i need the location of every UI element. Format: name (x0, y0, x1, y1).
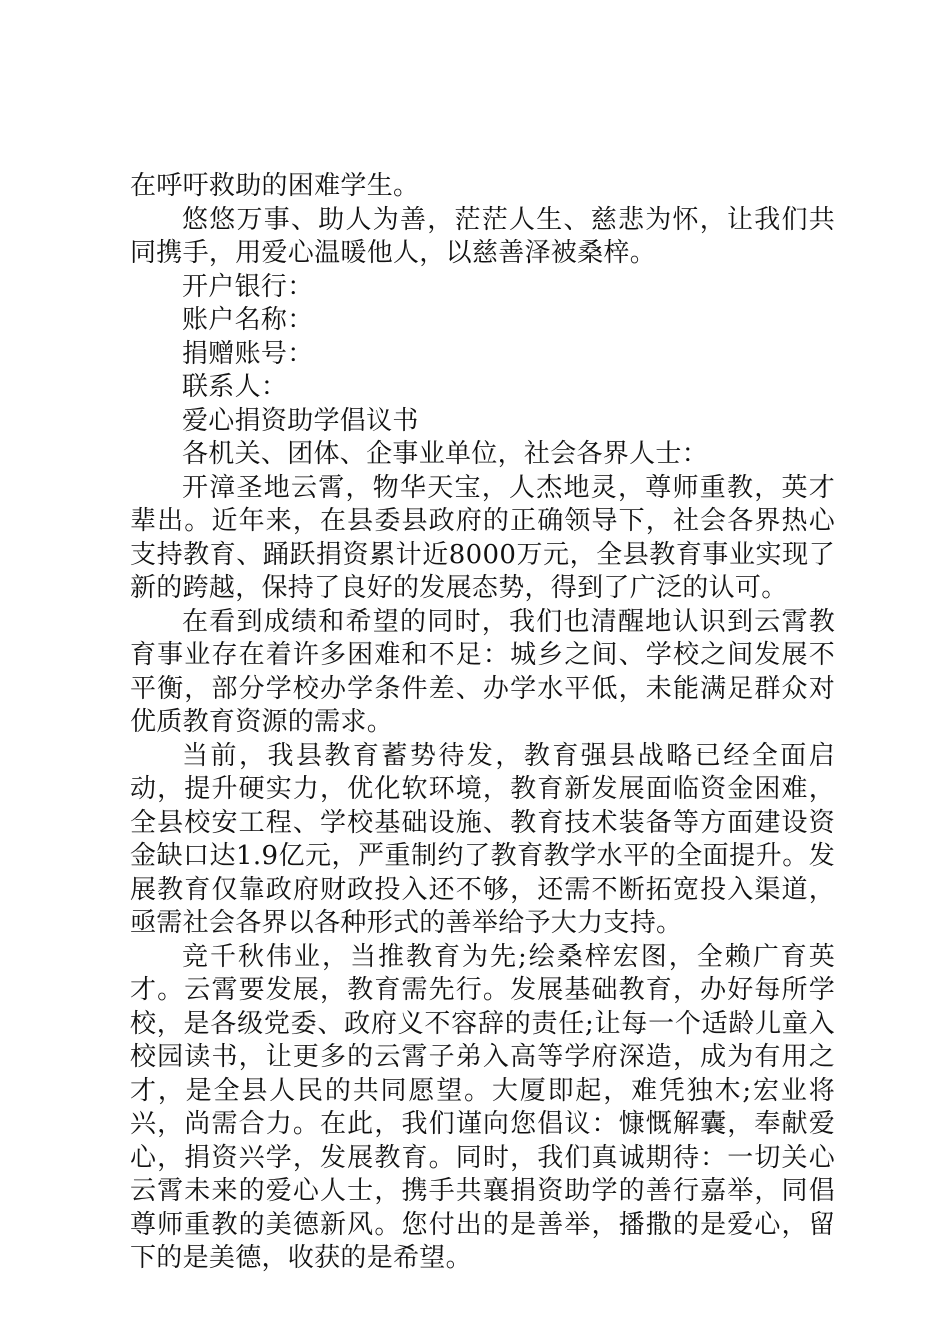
paragraph-continuation: 在呼吁救助的困难学生。 (130, 171, 420, 201)
paragraph-intro: 开漳圣地云霄，物华天宝，人杰地灵，尊师重教，英才辈出。近年来，在县委县政府的正确领导下，社会各界热心支持教育、踊跃捐资累计近8000万元，全县教育事业实现了新的跨越，保持了良好的发展态势，得到了广泛的认可。 (130, 472, 835, 603)
bank-label: 开户银行： (182, 271, 314, 302)
paragraph-closing-appeal: 悠悠万事、助人为善，茫茫人生、慈悲为怀，让我们共同携手，用爱心温暖他人，以慈善泽被桑梓。 (130, 204, 835, 268)
contact-label: 联系人： (182, 372, 288, 402)
document-body (130, 170, 835, 1276)
document-title: 爱心捐资助学倡议书 (182, 405, 419, 436)
donation-account-label: 捐赠账号： (182, 338, 314, 369)
paragraph-appeal: 竞千秋伟业，当推教育为先;绘桑梓宏图，全赖广育英才。云霄要发展，教育需先行。发展基础教育，办好每所学校，是各级党委、政府义不容辞的责任;让每一个适龄儿童入校园读书，让更多的云霄子弟入高等学府深造，成为有用之才，是全县人民的共同愿望。大厦即起，难凭独木;宏业将兴，尚需合力。在此，我们谨向您倡议：慷慨解囊，奉献爱心，捐资兴学，发展教育。同时，我们真诚期待：一切关心云霄未来的爱心人士，携手共襄捐资助学的善行嘉举，同倡尊师重教的美德新风。您付出的是善举，播撒的是爱心，留下的是美德，收获的是希望。 (130, 941, 835, 1273)
paragraph-challenges: 在看到成绩和希望的同时，我们也清醒地认识到云霄教育事业存在着许多困难和不足：城乡之间、学校之间发展不平衡，部分学校办学条件差、办学水平低，未能满足群众对优质教育资源的需求。 (130, 606, 835, 737)
paragraph-current-situation: 当前，我县教育蓄势待发，教育强县战略已经全面启动，提升硬实力，优化软环境，教育新发展面临资金困难，全县校安工程、学校基础设施、教育技术装备等方面建设资金缺口达1.9亿元，严重制约了教育教学水平的全面提升。发展教育仅靠政府财政投入还不够，还需不断拓宽投入渠道，亟需社会各界以各种形式的善举给予大力支持。 (130, 740, 835, 938)
salutation: 各机关、团体、企事业单位，社会各界人士： (182, 439, 709, 469)
account-name-label: 账户名称： (182, 305, 314, 335)
